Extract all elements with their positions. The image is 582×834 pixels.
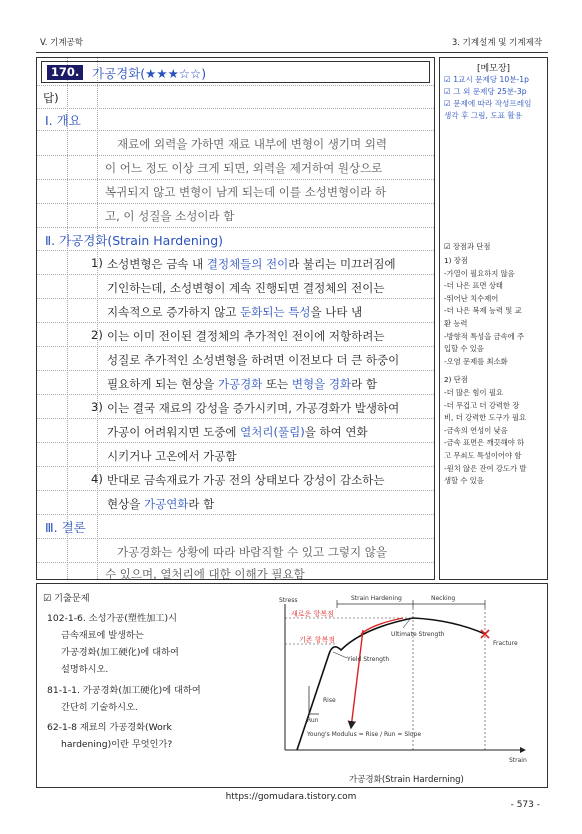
section-3-line-2: 수 있으며, 열처리에 대한 이해가 필요함 — [105, 567, 305, 581]
item-1-line-2: 기인하는데, 소성변형이 계속 진행되면 결정체의 전이는 — [107, 281, 385, 295]
yield-strength-label: Yield Strength — [347, 656, 390, 663]
section-1-line-4: 고, 이 성질을 소성이라 함 — [105, 209, 235, 223]
strain-hardening-label: Strain Hardening — [351, 595, 402, 602]
item-2-line-1: 이는 이미 전이된 결정체의 추가적인 전이에 저항하려는 — [107, 329, 385, 343]
main-answer-box — [36, 57, 435, 580]
necking-label: Necking — [431, 595, 456, 602]
section-2-heading: Ⅱ. 가공경화(Strain Hardening) — [45, 233, 224, 248]
pq-line-6: 간단히 기술하시오. — [61, 702, 138, 713]
pq-line-8: hardening)이란 무엇인가? — [61, 739, 173, 750]
item-4-line-1: 반대로 금속재료가 가공 전의 상태보다 강성이 감소하는 — [107, 473, 385, 487]
pq-line-5: 81-1-1. 가공경화(加工硬化)에 대하여 — [47, 685, 201, 696]
footer-url: https://gomudara.tistory.com — [225, 792, 357, 802]
item-2-line-3: 필요하게 되는 현상을 가공경화 또는 변형을 경화라 함 — [107, 377, 377, 391]
ultimate-strength-label: Ultimate Strength — [391, 631, 445, 638]
question-number-badge: 170. — [47, 65, 83, 80]
pros-cons-item: -뛰어난 치수제어 — [444, 293, 499, 303]
past-questions-box — [36, 583, 548, 788]
past-questions-title: ☑ 기출문제 — [43, 593, 90, 604]
pq-line-1: 102-1-6. 소성가공(塑性加工)시 — [47, 613, 177, 624]
rise-label: Rise — [323, 697, 336, 704]
item-2-number: 2) — [91, 328, 103, 342]
pros-cons-item: -오염 문제를 최소화 — [444, 356, 508, 366]
pros-cons-item: 생할 수 있음 — [444, 476, 484, 486]
item-2-line-2: 성질로 추가적인 소성변형을 하려면 이전보다 더 큰 하중이 — [107, 353, 400, 367]
run-label: Run — [307, 717, 319, 724]
pros-cons-item: -방향적 특성을 금속에 주 — [444, 331, 525, 341]
pros-cons-item: -더 나은 표면 상태 — [444, 281, 503, 291]
section-1-heading: Ⅰ. 개요 — [45, 113, 81, 128]
section-1-line-3: 복귀되지 않고 변형이 남게 되는데 이를 소성변형이라 하 — [105, 185, 387, 199]
pros-cons-item: 입할 수 있음 — [444, 344, 484, 354]
pros-cons-item: -더 많은 힘이 필요 — [444, 388, 503, 397]
pros-cons-item: 환 능력 — [444, 319, 468, 328]
item-1-number: 1) — [91, 256, 103, 270]
memo-line-2: ☑ 그 외 문제당 25분-3p — [444, 87, 527, 96]
item-3-line-2: 가공이 어려워지면 도중에 열처리(풀림)을 하여 연화 — [107, 425, 368, 439]
y-axis-label: Stress — [279, 597, 298, 604]
pros-cons-title: ☑ 장점과 단점 — [444, 242, 491, 251]
unload-reload-path — [351, 630, 363, 728]
pros-cons-item: 고 무쇠도 특성이어야 함 — [444, 451, 522, 460]
diagram-caption: 가공경화(Strain Harderning) — [349, 775, 464, 785]
pq-line-4: 설명하시오. — [61, 664, 109, 675]
pros-cons-item: -가열이 필요하지 않음 — [444, 268, 515, 278]
page-number: - 573 - — [510, 800, 540, 810]
answer-label: 답) — [43, 91, 59, 105]
pros-cons-item: 1) 장점 — [444, 256, 468, 265]
section-3-heading: Ⅲ. 결론 — [45, 520, 86, 535]
pros-cons-item: 2) 단점 — [444, 375, 468, 385]
item-1-line-3: 지속적으로 증가하지 않고 둔화되는 특성을 나타 냄 — [107, 305, 363, 319]
header-chapter: V. 기계공학 — [40, 38, 83, 48]
item-3-number: 3) — [91, 400, 103, 414]
section-1-line-2: 이 어느 정도 이상 크게 되면, 외력을 제거하여 원상으로 — [105, 161, 383, 175]
question-title-row — [41, 61, 430, 83]
memo-line-4: 생각 후 그림, 도표 활용 — [444, 111, 523, 120]
pros-cons-item: -더 무겁고 더 강력한 장 — [444, 400, 520, 410]
item-1-line-1: 소성변형은 금속 내 결정체들의 전이라 불리는 미끄러짐에 — [107, 257, 396, 271]
item-3-line-1: 이는 결국 재료의 강성을 증가시키며, 가공경화가 발생하여 — [107, 401, 400, 415]
question-title: 가공경화(★★★☆☆) — [92, 66, 207, 81]
pros-cons-item: -더 나은 복제 능력 및 교 — [444, 306, 522, 316]
memo-sidebar — [439, 57, 548, 580]
pros-cons-item: 비, 더 강력한 도구가 필요 — [444, 413, 527, 423]
pq-line-7: 62-1-8 재료의 가공경화(Work — [47, 722, 172, 733]
memo-line-1: ☑ 1교시 문제당 10분-1p — [444, 75, 529, 84]
memo-title: [메모장] — [476, 64, 511, 74]
pros-cons-item: -원치 않은 잔여 강도가 발 — [444, 463, 527, 473]
old-yield-label: 기존 항복점 — [299, 636, 336, 644]
section-1-line-1: 재료에 외력을 가하면 재료 내부에 변형이 생기며 외력 — [117, 137, 387, 151]
x-axis-label: Strain — [509, 757, 527, 764]
memo-line-3: ☑ 문제에 따라 작성프레임 — [444, 99, 532, 108]
header-rule — [36, 52, 548, 53]
pros-cons-item: -금속의 연성이 낮음 — [444, 425, 508, 435]
fracture-label: Fracture — [493, 640, 518, 647]
item-4-line-2: 현상을 가공연화라 함 — [107, 497, 215, 511]
pq-line-2: 금속재료에 발생하는 — [61, 630, 144, 641]
youngs-modulus-label: Young's Modulus = Rise / Run = Slope — [307, 731, 422, 738]
new-yield-label: 새로운 항복점 — [291, 610, 334, 618]
item-4-number: 4) — [91, 472, 103, 486]
section-3-line-1: 가공경화는 상황에 따라 바람직할 수 있고 그렇지 않을 — [117, 545, 387, 559]
stress-strain-diagram — [263, 590, 547, 788]
pros-cons-item: -금속 표면은 깨끗해야 하 — [444, 438, 525, 448]
header-section: 3. 기계설계 및 기계제작 — [451, 38, 542, 48]
pq-line-3: 가공경화(加工硬化)에 대하여 — [61, 647, 179, 658]
item-3-line-3: 시키거나 고온에서 가공함 — [107, 449, 237, 463]
